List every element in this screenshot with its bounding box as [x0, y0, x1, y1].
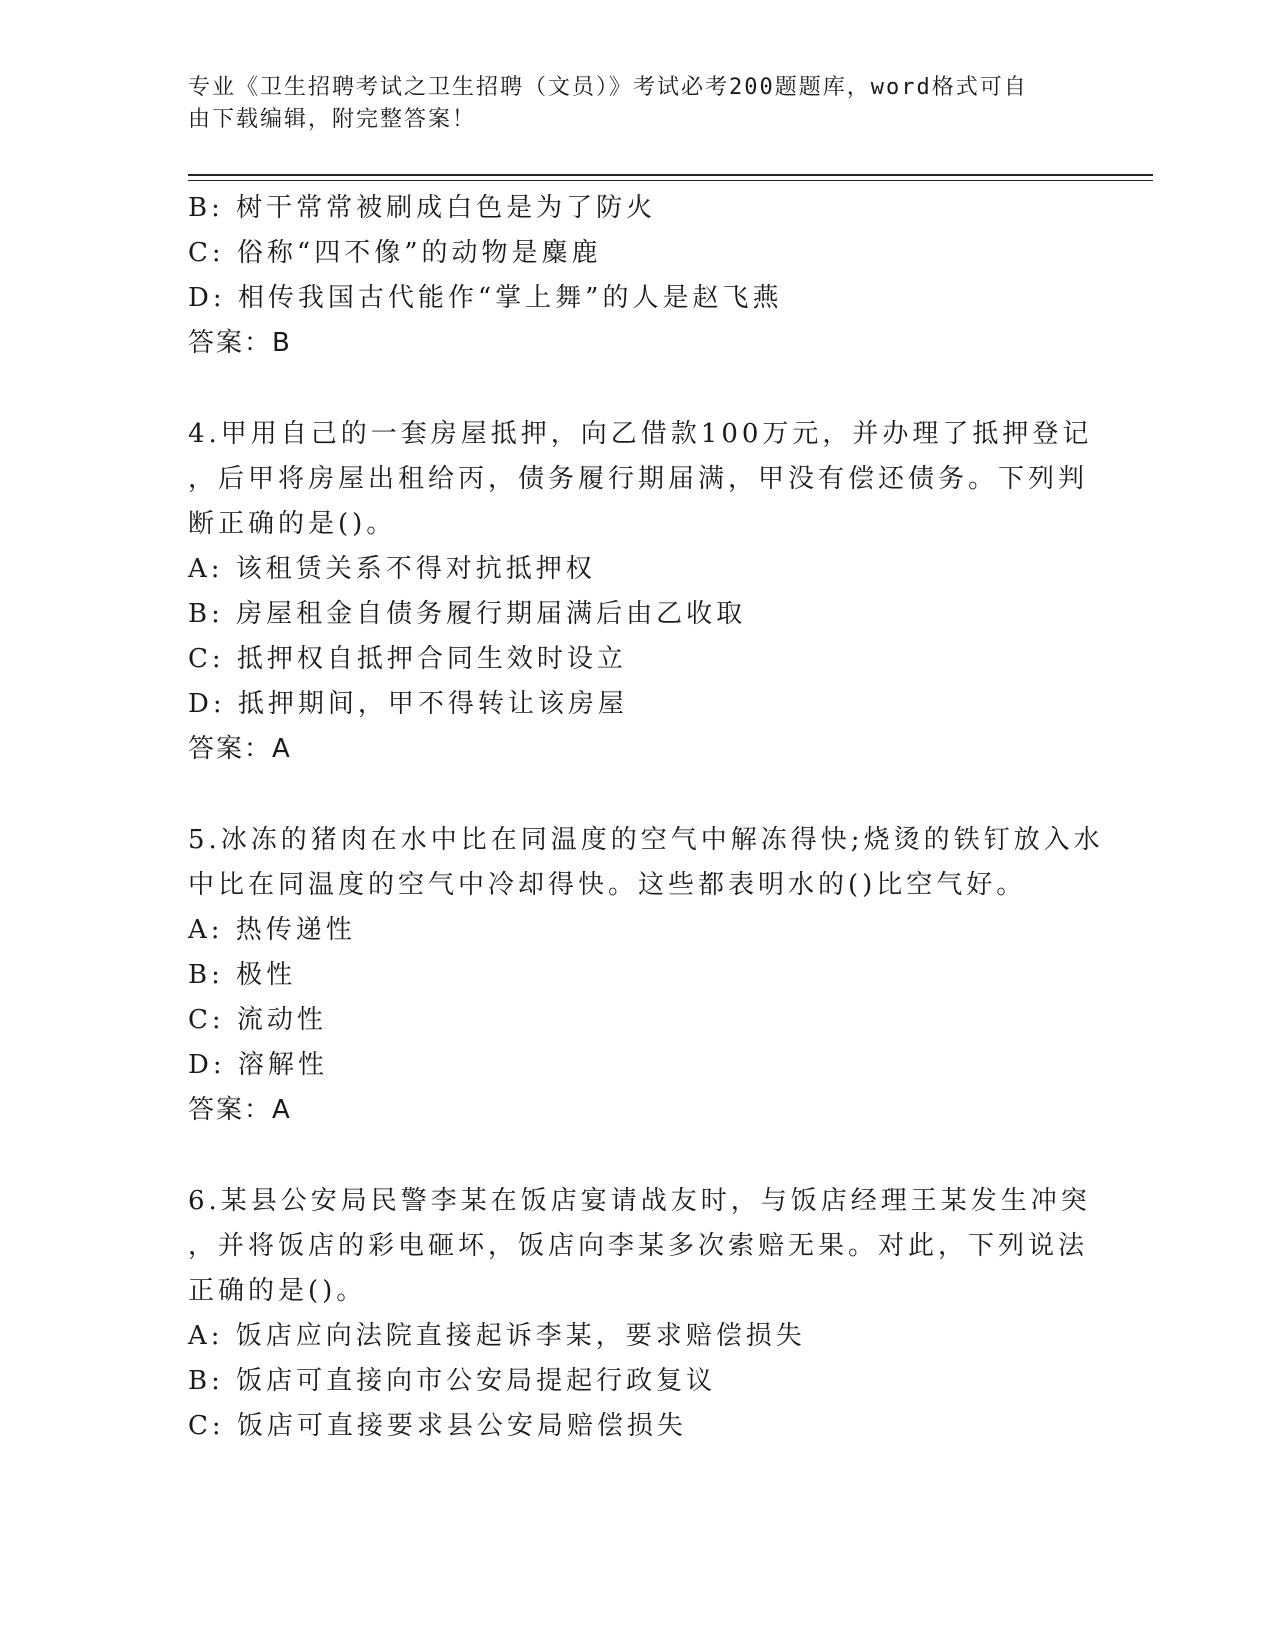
- option-a: A: 热传递性: [188, 915, 356, 945]
- header-line-2: 由下载编辑，附完整答案！: [188, 107, 477, 132]
- question-6: [188, 1179, 1091, 1449]
- answer-line: 答案：A: [188, 734, 292, 764]
- question-text-line: ，后甲将房屋出租给丙，债务履行期届满，甲没有偿还债务。下列判: [188, 464, 1089, 494]
- question-4: [188, 412, 1093, 772]
- option-c: C: 饭店可直接要求县公安局赔偿损失: [188, 1411, 687, 1441]
- header-line-1: 专业《卫生招聘考试之卫生招聘（文员）》考试必考200题题库，word格式可自: [188, 75, 1028, 100]
- question-text-line: 正确的是()。: [188, 1276, 367, 1306]
- page-header: [188, 72, 1068, 136]
- option-d: D: 溶解性: [188, 1050, 328, 1080]
- option-d: D: 相传我国古代能作“掌上舞”的人是赵飞燕: [188, 283, 783, 313]
- option-b: B: 房屋租金自债务履行期届满后由乙收取: [188, 599, 747, 629]
- option-b: B: 极性: [188, 960, 297, 990]
- option-a: A: 该租赁关系不得对抗抵押权: [188, 554, 596, 584]
- previous-question-tail: [188, 186, 1088, 366]
- answer-line: 答案：B: [188, 328, 292, 358]
- question-text-line: 断正确的是()。: [188, 509, 397, 539]
- question-text-line: 中比在同温度的空气中冷却得快。这些都表明水的()比空气好。: [188, 870, 1027, 900]
- question-text-line: ，并将饭店的彩电砸坏，饭店向李某多次索赔无果。对此，下列说法: [188, 1231, 1089, 1261]
- question-5: [188, 818, 1104, 1133]
- header-divider-thin: [188, 180, 1153, 181]
- option-b: B: 饭店可直接向市公安局提起行政复议: [188, 1366, 717, 1396]
- question-text-line: 6.某县公安局民警李某在饭店宴请战友时，与饭店经理王某发生冲突: [188, 1186, 1091, 1216]
- question-text-line: 5.冰冻的猪肉在水中比在同温度的空气中解冻得快;烧烫的铁钉放入水: [188, 825, 1104, 855]
- option-b: B: 树干常常被刷成白色是为了防火: [188, 193, 657, 223]
- question-text-line: 4.甲用自己的一套房屋抵押，向乙借款100万元，并办理了抵押登记: [188, 419, 1093, 449]
- option-c: C: 俗称“四不像”的动物是麋鹿: [188, 238, 602, 268]
- question-content: [188, 186, 1104, 1449]
- header-divider-thick: [188, 174, 1153, 176]
- option-a: A: 饭店应向法院直接起诉李某，要求赔偿损失: [188, 1321, 806, 1351]
- option-d: D: 抵押期间，甲不得转让该房屋: [188, 689, 628, 719]
- option-c: C: 流动性: [188, 1005, 327, 1035]
- answer-line: 答案：A: [188, 1095, 292, 1125]
- option-c: C: 抵押权自抵押合同生效时设立: [188, 644, 627, 674]
